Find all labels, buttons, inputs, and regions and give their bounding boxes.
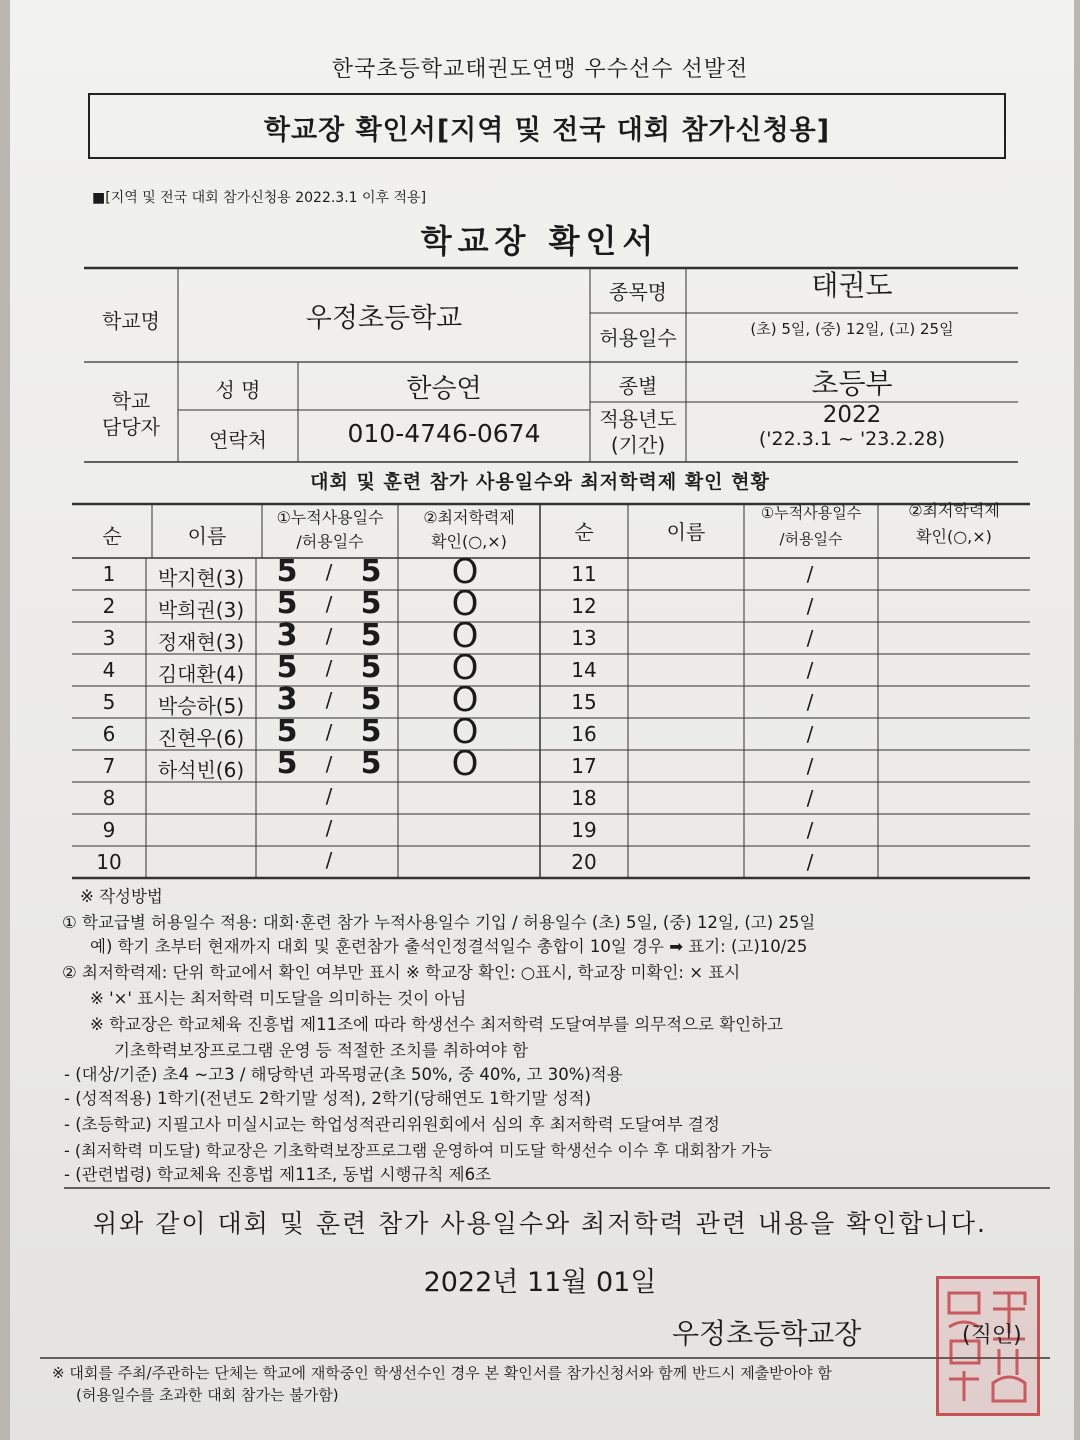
header-days-left: ①누적사용일수 /허용일수 bbox=[276, 508, 384, 551]
school-name-label: 학교명 bbox=[102, 309, 160, 333]
row-number: 12 bbox=[571, 594, 597, 618]
apply-note: ■[지역 및 전국 대회 참가신청용 2022.3.1 이후 적용] bbox=[92, 190, 427, 206]
notes-heading: ※ 작성방법 bbox=[80, 887, 163, 906]
check-mark: O bbox=[451, 552, 479, 592]
student-name: 진현우(6) bbox=[157, 726, 245, 750]
slash-separator: / bbox=[325, 784, 333, 808]
contact-person-label: 학교 담당자 bbox=[102, 389, 160, 439]
note-line-11: - (관련법령) 학교체육 진흥법 제11조, 동법 시행규칙 제6조 bbox=[64, 1165, 491, 1184]
note-line-8: - (성적적용) 1학기(전년도 2학기말 성적), 2학기(당해연도 1학기말 성적) bbox=[64, 1089, 592, 1108]
event-label: 종목명 bbox=[609, 280, 667, 304]
name-label: 성 명 bbox=[215, 378, 261, 402]
used-days: 5 bbox=[276, 746, 298, 781]
doc-title: 학교장 확인서[지역 및 전국 대회 참가신청용] bbox=[263, 115, 831, 146]
used-days: 5 bbox=[276, 554, 298, 589]
division-value: 초등부 bbox=[811, 367, 893, 400]
main-title: 학교장 확인서 bbox=[420, 222, 660, 260]
student-name: 하석빈(6) bbox=[157, 758, 245, 782]
check-mark: O bbox=[451, 616, 479, 656]
principal-name: 우정초등학교장 bbox=[672, 1317, 862, 1350]
note-line-10: - (최저학력 미도달) 학교장은 기초학력보장프로그램 운영하여 미도달 학생선수 이수 후 대회참가 가능 bbox=[64, 1141, 772, 1160]
slash-separator: / bbox=[325, 688, 333, 712]
row-number: 16 bbox=[571, 722, 597, 746]
slash-separator: / bbox=[325, 816, 333, 840]
year-value: 2022 bbox=[822, 402, 882, 428]
check-mark: O bbox=[451, 712, 479, 752]
name-value: 한승연 bbox=[406, 374, 482, 404]
row-number: 4 bbox=[102, 658, 116, 682]
allowed-days: 5 bbox=[360, 714, 382, 749]
allowed-days: 5 bbox=[360, 650, 382, 685]
note-line-5: ※ 학교장은 학교체육 진흥법 제11조에 따라 학생선수 최저학력 도달여부를 의무적으로 확인하고 bbox=[90, 1015, 783, 1034]
header-name-left: 이름 bbox=[187, 524, 227, 548]
division-label: 종별 bbox=[618, 374, 658, 398]
row-number: 3 bbox=[102, 626, 116, 650]
slash-separator: / bbox=[806, 626, 814, 650]
note-line-3: ② 최저학력제: 단위 학교에서 확인 여부만 표시 ※ 학교장 확인: ○표시, 학교장 미확인: × 표시 bbox=[62, 963, 741, 982]
student-name: 박승하(5) bbox=[157, 694, 245, 718]
used-days: 3 bbox=[276, 682, 298, 717]
check-mark: O bbox=[451, 744, 479, 784]
used-days: 5 bbox=[276, 714, 298, 749]
footer-line-1: ※ 대회를 주최/주관하는 단체는 학교에 재학중인 학생선수인 경우 본 확인서를 참가신청서와 함께 반드시 제출받아야 함 bbox=[52, 1364, 832, 1382]
year-label: 적용년도 (기간) bbox=[599, 407, 677, 457]
school-name-value: 우정초등학교 bbox=[305, 303, 463, 334]
row-number: 15 bbox=[571, 690, 597, 714]
row-number: 8 bbox=[102, 786, 116, 810]
row-number: 2 bbox=[102, 594, 116, 618]
allowed-days: 5 bbox=[360, 618, 382, 653]
allowed-days: 5 bbox=[360, 682, 382, 717]
slash-separator: / bbox=[806, 690, 814, 714]
slash-separator: / bbox=[806, 562, 814, 586]
period-value: ('22.3.1 ~ '23.2.28) bbox=[758, 428, 946, 450]
slash-separator: / bbox=[806, 786, 814, 810]
slash-separator: / bbox=[806, 850, 814, 874]
note-line-2: 예) 학기 초부터 현재까지 대회 및 훈련참가 출석인정결석일수 총합이 10일 경우 ➡ 표기: (고)10/25 bbox=[90, 937, 808, 956]
row-number: 5 bbox=[102, 690, 116, 714]
header-check-right: ②최저학력제 확인(○,×) bbox=[908, 501, 1000, 546]
slash-separator: / bbox=[325, 560, 333, 584]
usage-table-title: 대회 및 훈련 참가 사용일수와 최저학력제 확인 현황 bbox=[310, 471, 770, 493]
student-name: 박희권(3) bbox=[157, 598, 245, 622]
check-mark: O bbox=[451, 584, 479, 624]
allowed-days-value: (초) 5일, (중) 12일, (고) 25일 bbox=[750, 320, 954, 338]
slash-separator: / bbox=[325, 848, 333, 872]
allowed-days: 5 bbox=[360, 554, 382, 589]
org-title: 한국초등학교태권도연맹 우수선수 선발전 bbox=[331, 57, 749, 82]
confirm-statement: 위와 같이 대회 및 훈련 참가 사용일수와 최저학력 관련 내용을 확인합니다. bbox=[93, 1209, 987, 1238]
row-number: 10 bbox=[96, 850, 122, 874]
slash-separator: / bbox=[325, 720, 333, 744]
row-number: 11 bbox=[571, 562, 597, 586]
slash-separator: / bbox=[325, 592, 333, 616]
footer-line-2: (허용일수를 초과한 대회 참가는 불가함) bbox=[76, 1386, 339, 1404]
allowed-days-label: 허용일수 bbox=[599, 326, 677, 350]
row-number: 7 bbox=[102, 754, 116, 778]
note-line-7: - (대상/기준) 초4 ~고3 / 해당학년 과목평균(초 50%, 중 40%, 고 30%)적용 bbox=[64, 1065, 623, 1084]
slash-separator: / bbox=[806, 818, 814, 842]
note-line-9: - (초등학교) 지필고사 미실시교는 학업성적관리위원회에서 심의 후 최저학력 도달여부 결정 bbox=[64, 1115, 720, 1134]
phone-value: 010-4746-0674 bbox=[347, 419, 541, 448]
slash-separator: / bbox=[806, 722, 814, 746]
header-check-left: ②최저학력제 확인(○,×) bbox=[423, 508, 515, 551]
header-name-right: 이름 bbox=[666, 520, 706, 544]
row-number: 20 bbox=[571, 850, 597, 874]
student-name: 김대환(4) bbox=[157, 662, 245, 686]
row-number: 19 bbox=[571, 818, 597, 842]
check-mark: O bbox=[451, 648, 479, 688]
row-number: 6 bbox=[102, 722, 116, 746]
row-number: 17 bbox=[571, 754, 597, 778]
confirm-date: 2022년 11월 01일 bbox=[423, 1267, 657, 1298]
phone-label: 연락처 bbox=[209, 428, 267, 452]
slash-separator: / bbox=[806, 754, 814, 778]
slash-separator: / bbox=[806, 658, 814, 682]
note-line-1: ① 학교급별 허용일수 적용: 대회·훈련 참가 누적사용일수 기입 / 허용일수 (초) 5일, (중) 12일, (고) 25일 bbox=[62, 913, 816, 932]
allowed-days: 5 bbox=[360, 586, 382, 621]
header-no-left: 순 bbox=[102, 524, 122, 548]
row-number: 13 bbox=[571, 626, 597, 650]
note-line-6: 기초학력보장프로그램 운영 등 적절한 조치를 취하여야 함 bbox=[114, 1041, 529, 1060]
row-number: 1 bbox=[102, 562, 116, 586]
header-days-right: ①누적사용일수 /허용일수 bbox=[760, 504, 862, 548]
used-days: 5 bbox=[276, 586, 298, 621]
header-no-right: 순 bbox=[574, 520, 594, 544]
student-name: 정재현(3) bbox=[157, 630, 245, 654]
row-number: 18 bbox=[571, 786, 597, 810]
slash-separator: / bbox=[325, 752, 333, 776]
slash-separator: / bbox=[325, 624, 333, 648]
row-number: 14 bbox=[571, 658, 597, 682]
used-days: 5 bbox=[276, 650, 298, 685]
check-mark: O bbox=[451, 680, 479, 720]
row-number: 9 bbox=[102, 818, 116, 842]
event-value: 태권도 bbox=[811, 269, 893, 302]
student-name: 박지현(3) bbox=[157, 566, 245, 590]
slash-separator: / bbox=[325, 656, 333, 680]
note-line-4: ※ '×' 표시는 최저학력 미도달을 의미하는 것이 아님 bbox=[90, 989, 467, 1008]
used-days: 3 bbox=[276, 618, 298, 653]
allowed-days: 5 bbox=[360, 746, 382, 781]
slash-separator: / bbox=[806, 594, 814, 618]
seal-mark-text: (직인) bbox=[962, 1323, 1022, 1348]
